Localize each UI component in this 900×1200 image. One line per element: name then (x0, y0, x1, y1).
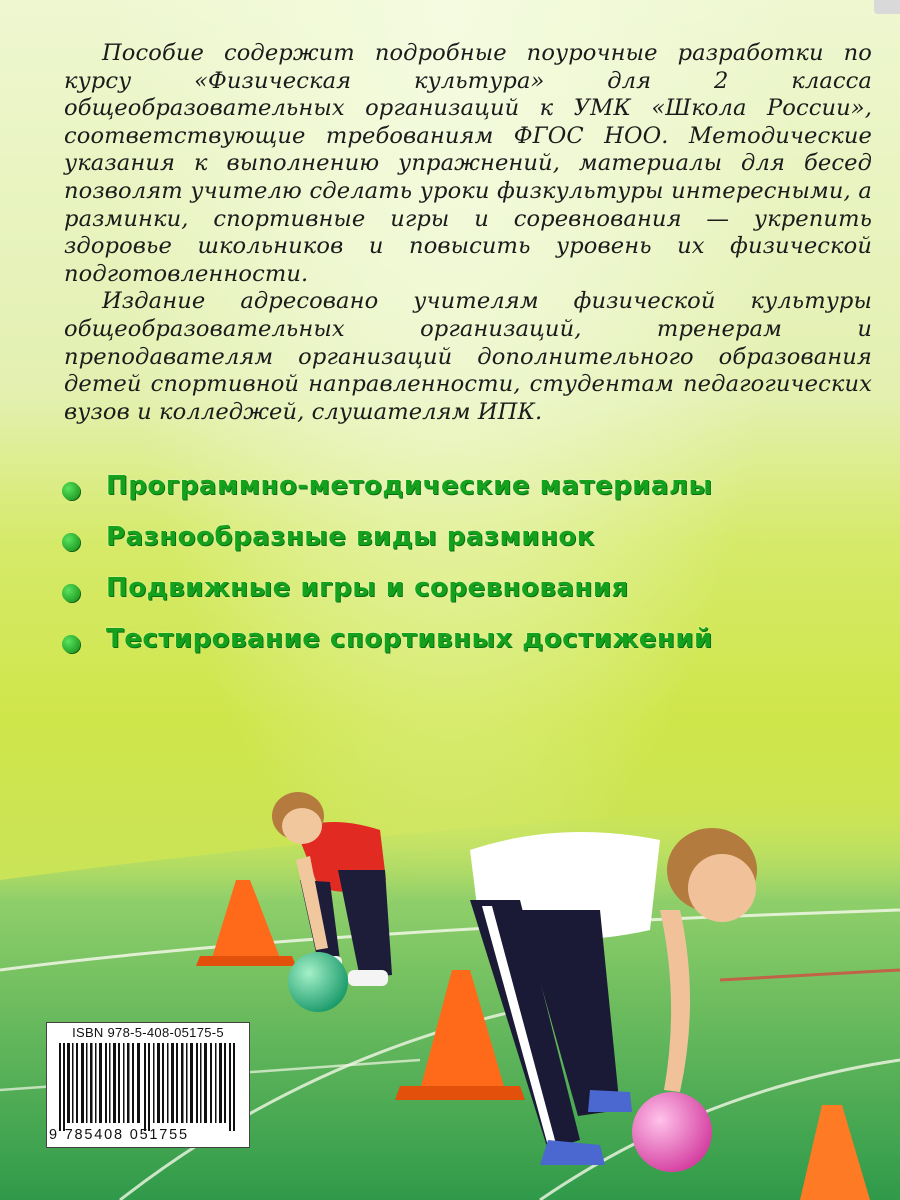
description-text (64, 40, 872, 426)
corner-mark (874, 0, 900, 14)
green-bullet-icon (62, 584, 80, 602)
feature-label: Тестирование спортивных достижений (106, 624, 713, 654)
feature-label: Программно-методические материалы (106, 471, 713, 501)
barcode-icon (55, 1043, 241, 1131)
feature-item (62, 623, 842, 656)
ball (632, 1092, 712, 1172)
description-paragraph: Издание адресовано учителям физической культуры общеобразовательных организаций, тренерам и преподавателям организаций дополнительного образования детей спортивной направленности, студентам педагогических вузов и колледжей, слушателям ИПК. (64, 288, 872, 425)
feature-item (62, 470, 842, 503)
feature-item (62, 572, 842, 605)
feature-item (62, 521, 842, 554)
description-paragraph: Пособие содержит подробные поурочные разработки по курсу «Физическая культура» для 2 класса общеобразовательных организаций к УМК «Школа России», соответствующие требованиям ФГОС НОО. Методические указания к выполнению упражнений, материалы для бесед позволят учителю сделать уроки физкультуры интересными, а разминки, спортивные игры и соревнования — укрепить здоровье школьников и повысить уровень их физической подготовленности. (64, 40, 872, 287)
features-list (62, 470, 842, 674)
green-bullet-icon (62, 635, 80, 653)
feature-label: Подвижные игры и соревнования (106, 573, 629, 603)
ball (288, 952, 348, 1012)
feature-label: Разнообразные виды разминок (106, 522, 595, 552)
green-bullet-icon (62, 533, 80, 551)
isbn-label: ISBN 978-5-408-05175-5 (72, 1025, 224, 1040)
green-bullet-icon (62, 482, 80, 500)
isbn-barcode-block (46, 1022, 250, 1148)
barcode-digits: 9 785408 051755 (49, 1127, 189, 1143)
